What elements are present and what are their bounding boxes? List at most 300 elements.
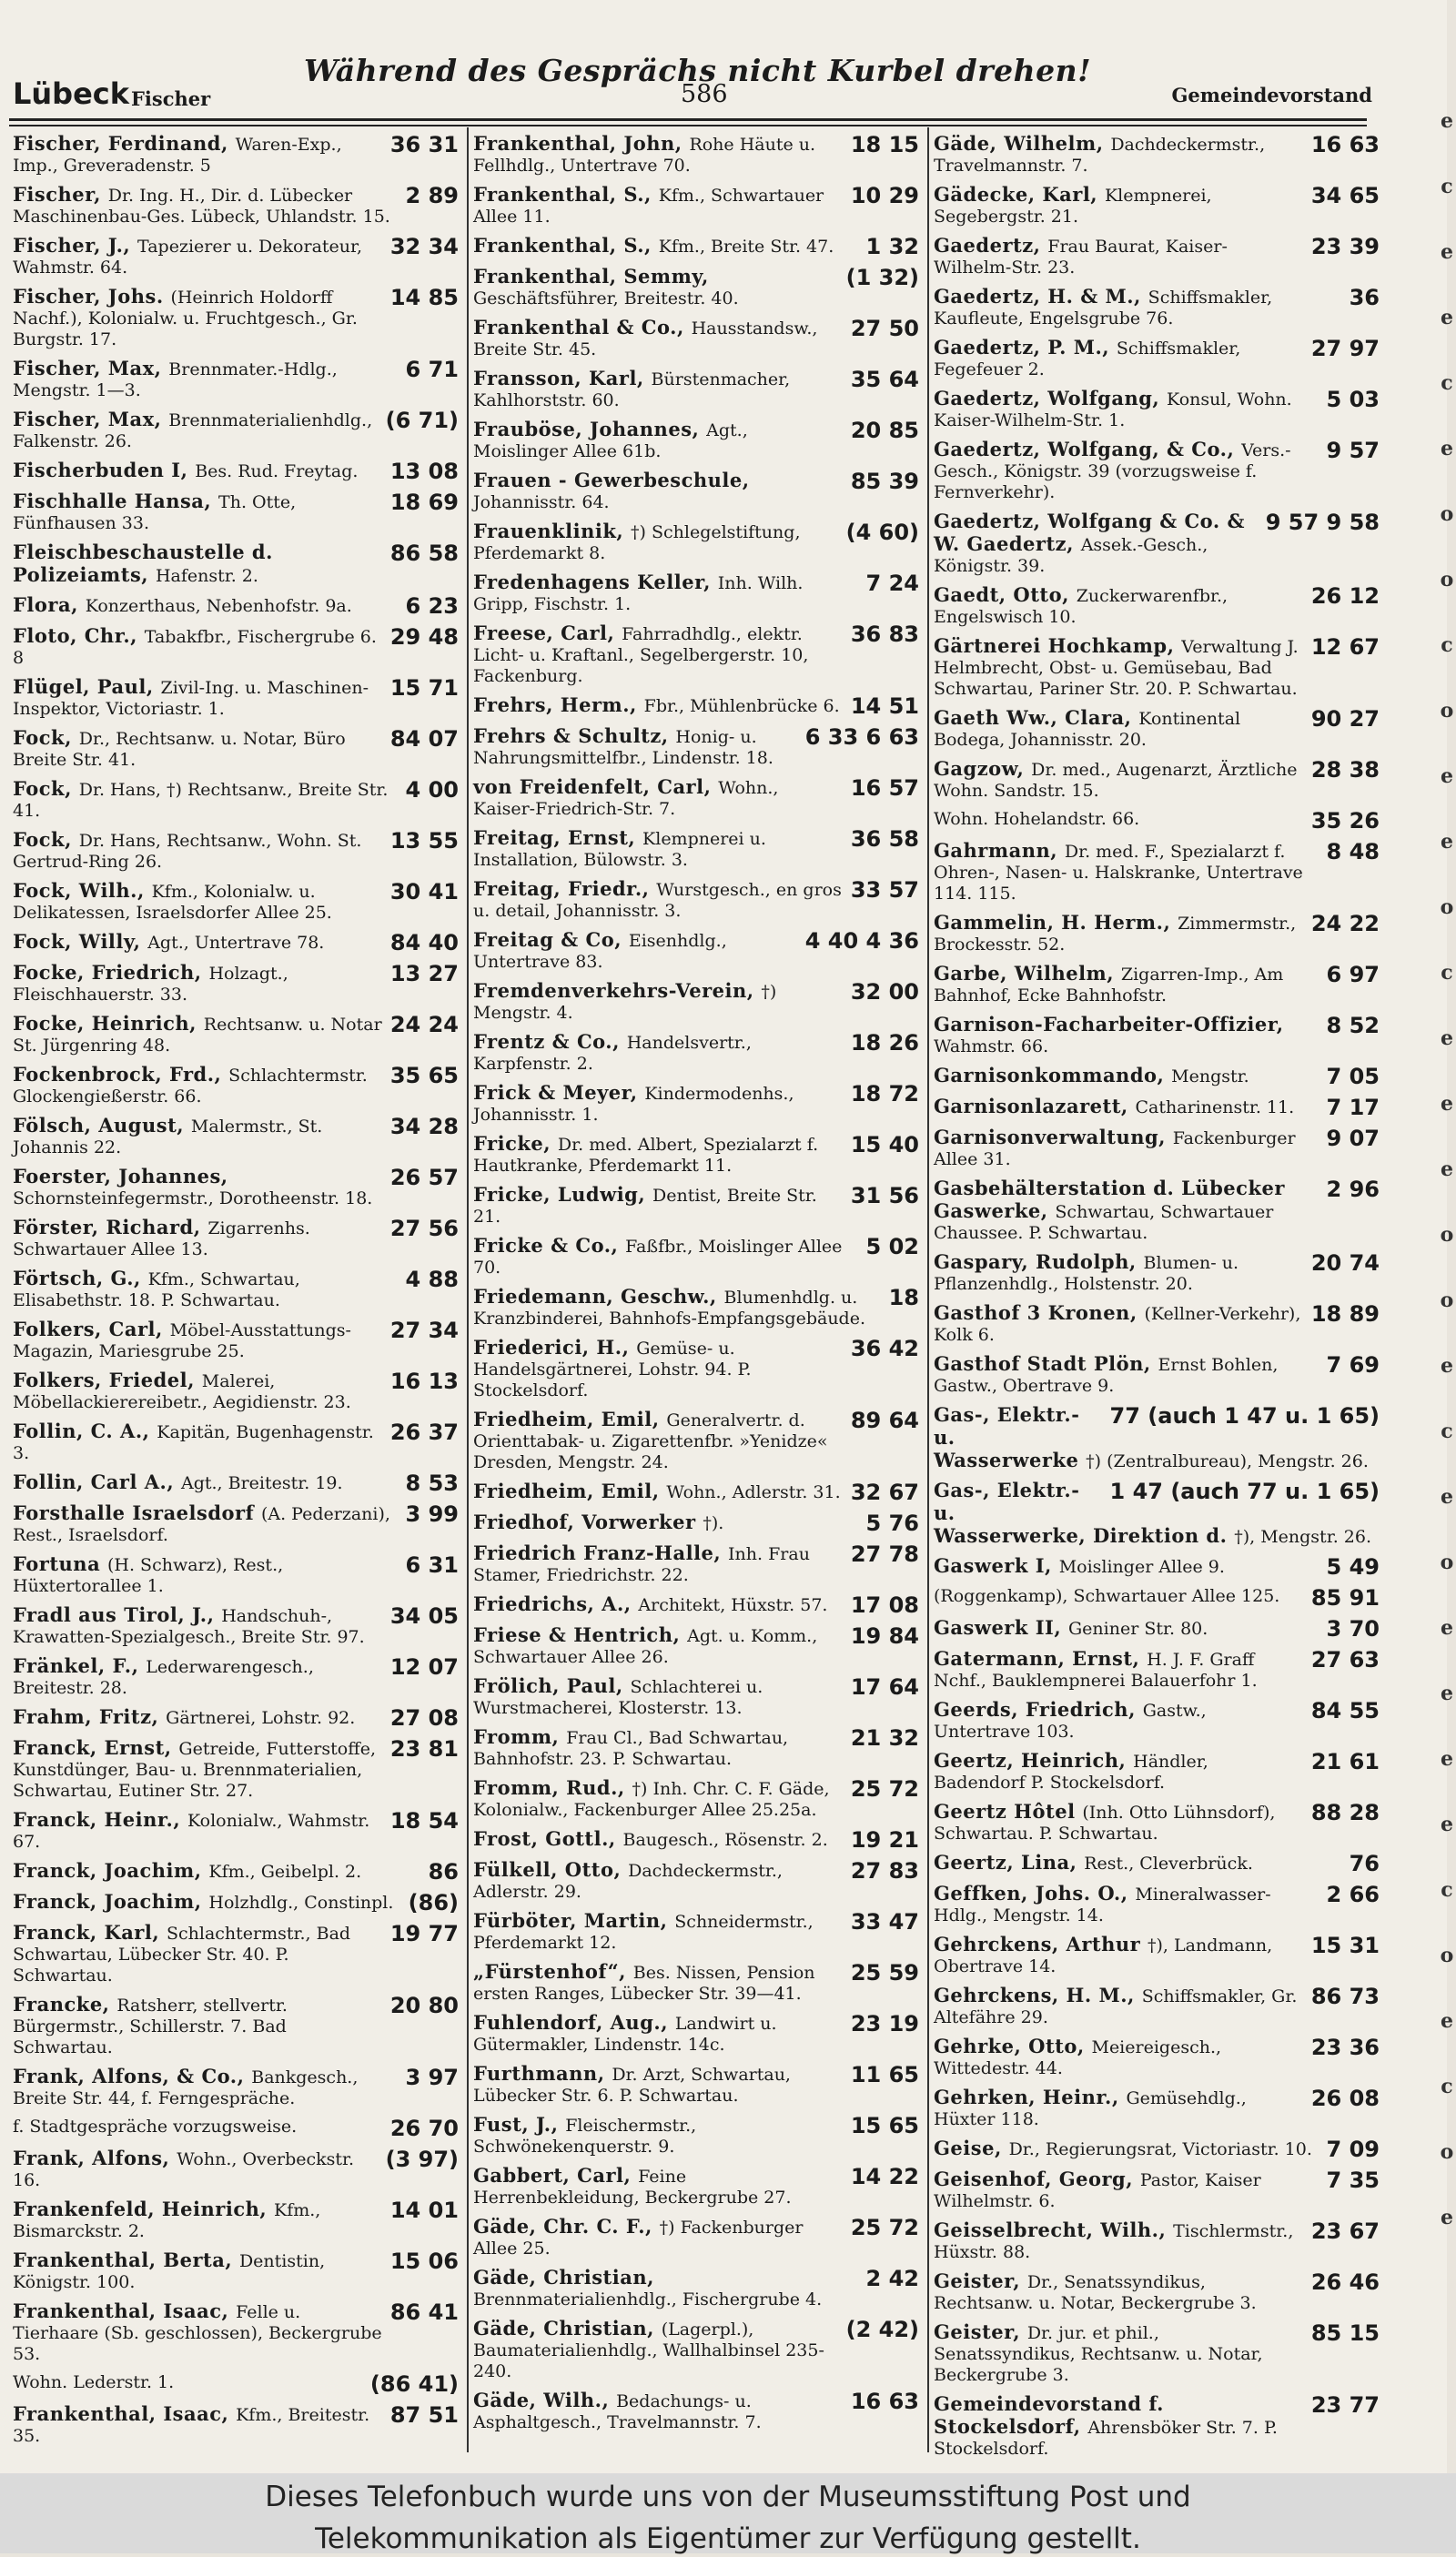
entry-name: Friedhof, Vorwerker <box>473 1511 703 1533</box>
entry-details: Brennmater.-Hdlg., Mengstr. 1—3. <box>13 359 338 400</box>
phone-number: 15 40 <box>850 1132 919 1157</box>
phone-number: 8 52 <box>1326 1013 1380 1038</box>
directory-entry <box>13 1553 459 1597</box>
directory-entry <box>473 1593 919 1617</box>
entry-details: Dachdeckermstr., Travelmannstr. 7. <box>934 135 1266 176</box>
phone-number: 15 31 <box>1310 1933 1380 1958</box>
entry-name: Gaedertz, Wolfgang, & Co., <box>934 438 1242 460</box>
directory-entry <box>934 1177 1380 1244</box>
entry-name: Förster, Richard, <box>13 1216 208 1238</box>
phone-number: 86 <box>428 1859 459 1885</box>
phone-number: 4 00 <box>405 777 459 803</box>
entry-details: Wohn., Adlerstr. 31. <box>666 1482 841 1502</box>
entry-name: Fränkel, F., <box>13 1654 147 1677</box>
directory-entry <box>473 1511 919 1535</box>
phone-number: 35 26 <box>1310 808 1380 834</box>
directory-entry <box>934 2087 1380 2130</box>
directory-entry <box>934 1699 1380 1743</box>
entry-details: Kontinental Bodega, Johannisstr. 20. <box>934 709 1241 750</box>
entry-name: Frankenthal, S., <box>473 234 659 257</box>
entry-name: Geise, <box>934 2137 1009 2159</box>
phone-number: 23 39 <box>1310 234 1380 259</box>
entry-details: Gärtnerei, Lohstr. 92. <box>166 1708 356 1728</box>
edge-glyph: o <box>1440 1551 1454 1574</box>
entry-details: Honig- u. Nahrungsmittelfbr., Lindenstr. 18. <box>473 727 774 768</box>
entry-name: Fricke & Co., <box>473 1234 626 1257</box>
entry-name: Frehrs & Schultz, <box>473 724 676 747</box>
phone-number: 23 36 <box>1310 2035 1380 2060</box>
entry-details: Wohn., Overbeckstr. 16. <box>13 2149 355 2190</box>
directory-entry <box>13 1268 459 1311</box>
edge-glyph: e <box>1441 1616 1453 1640</box>
entry-details: Fahrradhdlg., elektr. Licht- u. Kraftanl., Segelbergerstr. 10, Fackenburg. <box>473 624 809 686</box>
entry-details: Schiffsmakler, Kaufleute, Engelsgrube 76. <box>934 288 1273 328</box>
entry-name: Friedheim, Emil, <box>473 1480 667 1502</box>
edge-glyph: e <box>1441 1747 1453 1771</box>
directory-entry <box>934 1065 1380 1088</box>
directory-entry <box>934 1480 1380 1548</box>
entry-details: Brennmaterialienhdlg., Fischergrube 4. <box>473 2289 823 2309</box>
directory-entry <box>934 1852 1380 1875</box>
phone-number: 85 39 <box>850 469 919 494</box>
phone-number: 24 24 <box>389 1012 459 1037</box>
phone-number: (86 41) <box>369 2371 459 2397</box>
entry-name: Frankenthal, John, <box>473 132 690 155</box>
phone-number: (2 42) <box>845 2317 919 2342</box>
phone-number: 20 85 <box>850 418 919 443</box>
directory-entry <box>13 1655 459 1699</box>
phone-number: 88 28 <box>1310 1800 1380 1825</box>
phone-number: 16 63 <box>1310 132 1380 157</box>
phone-number: 86 58 <box>389 541 459 566</box>
directory-entry <box>934 707 1380 751</box>
entry-details: Holzhdlg., Constinpl. <box>208 1893 394 1913</box>
directory-entry <box>13 1064 459 1107</box>
directory-entry <box>934 1934 1380 1977</box>
entry-name: Gäde, Christian, <box>473 2266 654 2289</box>
entry-name: Gaedertz, H. & M., <box>934 285 1148 308</box>
entry-name: Fock, <box>13 828 79 851</box>
entry-details: Dachdeckermstr., Adlerstr. 29. <box>473 1861 783 1902</box>
directory-entry <box>13 2249 459 2293</box>
phone-number: 27 08 <box>389 1705 459 1731</box>
page-number: 586 <box>681 80 728 108</box>
entry-name: Fricke, <box>473 1132 558 1155</box>
entry-name: Gaeth Ww., Clara, <box>934 706 1139 729</box>
directory-entry <box>13 1471 459 1495</box>
entry-name: Frentz & Co., <box>473 1030 627 1053</box>
phone-number: 85 15 <box>1310 2320 1380 2346</box>
directory-entry <box>13 594 459 618</box>
phone-number: 29 48 <box>389 624 459 650</box>
directory-entry <box>934 337 1380 380</box>
phone-number: (6 71) <box>385 408 459 433</box>
directory-entry <box>473 1961 919 2005</box>
directory-entry <box>934 1404 1380 1472</box>
phone-number: 4 88 <box>405 1267 459 1292</box>
entry-name: Franck, Ernst, <box>13 1736 179 1759</box>
entry-name: Gäde, Wilhelm, <box>934 132 1111 155</box>
entry-name: Franck, Heinr., <box>13 1808 187 1831</box>
directory-entry <box>934 809 1380 833</box>
directory-entry <box>934 2168 1380 2212</box>
directory-entry <box>473 235 919 258</box>
entry-details: (Inh. Otto Lühnsdorf), Schwartau. P. Schwartau. <box>934 1803 1276 1844</box>
phone-number: (86) <box>408 1890 459 1915</box>
directory-entry <box>473 1133 919 1177</box>
entry-details: Kfm., Bismarckstr. 2. <box>13 2200 321 2241</box>
phone-number: 7 69 <box>1326 1352 1380 1378</box>
entry-details: Wurstgesch., en gros u. detail, Johannisstr. 3. <box>473 880 842 921</box>
entry-name: Focke, Friedrich, <box>13 961 209 984</box>
phone-number: 18 69 <box>389 490 459 515</box>
entry-details: †) Fackenburger Allee 25. <box>473 2218 804 2259</box>
header-rule-thin <box>9 125 1367 126</box>
entry-details: Inh. Wilh. Gripp, Fischstr. 1. <box>473 573 804 614</box>
entry-name: Geister, <box>934 2320 1027 2343</box>
edge-glyph: c <box>1441 175 1453 198</box>
directory-entry <box>13 541 459 587</box>
directory-entry <box>13 133 459 177</box>
entry-name: Garbe, Wilhelm, <box>934 962 1121 985</box>
edge-glyph: o <box>1440 1223 1454 1247</box>
phone-number: 2 66 <box>1326 1882 1380 1907</box>
entry-details: Bankgesch., Breite Str. 44, f. Ferngespräche. <box>13 2067 359 2108</box>
entry-details: Fbr., Mühlenbrücke 6. <box>643 696 840 716</box>
entry-name: Gäde, Wilh., <box>473 2389 617 2411</box>
entry-details: Kfm., Schwartau, Elisabethstr. 18. P. Schwartau. <box>13 1269 300 1310</box>
entry-details: (Heinrich Holdorff Nachf.), Kolonialw. u. Fruchtgesch., Gr. Burgstr. 17. <box>13 288 358 349</box>
phone-number: 84 07 <box>389 726 459 752</box>
phone-number: 1 47 (auch 77 u. 1 65) <box>1109 1479 1380 1504</box>
entry-details: Schlachtermstr. Glockengießerstr. 66. <box>13 1066 368 1107</box>
entry-name: Fust, J., <box>473 2113 566 2136</box>
entry-name: Frankenthal, Isaac, <box>13 2402 237 2425</box>
edge-glyph: e <box>1441 1682 1453 1705</box>
entry-details: Kfm., Schwartauer Allee 11. <box>473 186 824 227</box>
edge-glyph: o <box>1440 568 1454 591</box>
directory-entry <box>934 2393 1380 2460</box>
entry-details: Handschuh-, Krawatten-Spezialgesch., Breite Str. 97. <box>13 1606 365 1647</box>
entry-name: Frankenthal & Co., <box>473 316 692 339</box>
entry-name: Frank, Alfons, <box>13 2147 177 2169</box>
entry-details: Agt. u. Komm., Schwartauer Allee 26. <box>473 1626 818 1667</box>
directory-entry <box>13 1369 459 1413</box>
phone-number: (1 32) <box>845 265 919 290</box>
edge-glyph: o <box>1440 1944 1454 1967</box>
entry-name: Fischer, Johs. <box>13 285 171 308</box>
entry-name: Fock, <box>13 726 79 749</box>
phone-number: 23 81 <box>389 1736 459 1762</box>
entry-details: (A. Pederzani), Rest., Israelsdorf. <box>13 1504 390 1545</box>
directory-entry <box>473 1184 919 1228</box>
entry-name: Fremdenverkehrs-Verein, <box>473 979 762 1002</box>
entry-name: Follin, C. A., <box>13 1420 157 1442</box>
phone-number: 28 38 <box>1310 757 1380 783</box>
directory-entry <box>934 584 1380 628</box>
entry-name: Frankenthal, Isaac, <box>13 2299 237 2322</box>
directory-entry <box>934 1251 1380 1295</box>
entry-details: Kfm., Geibelpl. 2. <box>208 1862 362 1882</box>
phone-number: 3 99 <box>405 1501 459 1527</box>
directory-entry <box>13 1420 459 1464</box>
entry-name: Forsthalle Israelsdorf <box>13 1501 261 1524</box>
directory-entry <box>13 1860 459 1884</box>
directory-entry <box>473 1828 919 1852</box>
entry-name: Gädecke, Karl, <box>934 183 1105 206</box>
edge-glyph: e <box>1441 764 1453 788</box>
phone-number: 18 <box>888 1285 919 1310</box>
entry-name: Förtsch, G., <box>13 1267 148 1289</box>
phone-number: 7 24 <box>865 571 919 596</box>
entry-name: Gaswerk I, <box>934 1554 1059 1577</box>
directory-entry <box>13 490 459 534</box>
entry-details: Dr. Hans, †) Rechtsanw., Breite Str. 41. <box>13 780 389 821</box>
entry-details: Faßfbr., Moislinger Allee 70. <box>473 1237 843 1278</box>
entry-name: Fischer, Ferdinand, <box>13 132 236 155</box>
entry-name: Fleischbeschaustelle d. Polizeiamts, <box>13 541 273 586</box>
phone-number: 14 22 <box>850 2164 919 2189</box>
entry-details: †) Mengstr. 4. <box>473 982 777 1023</box>
directory-entry <box>473 2267 919 2310</box>
edge-glyph: e <box>1441 2206 1453 2229</box>
phone-number: 26 12 <box>1310 583 1380 609</box>
phone-number: 11 65 <box>850 2062 919 2087</box>
entry-name: Fock, Willy, <box>13 930 148 953</box>
to-name: Gemeindevorstand <box>1171 84 1372 106</box>
directory-entry <box>934 1353 1380 1397</box>
entry-name: Fölsch, August, <box>13 1114 191 1137</box>
phone-number: 36 <box>1349 285 1380 310</box>
column-right <box>932 132 1383 2459</box>
entry-details: Möbel-Ausstattungs-Magazin, Mariesgrube 25. <box>13 1320 351 1361</box>
entry-details: Tapezierer u. Dekorateur, Wahmstr. 64. <box>13 237 363 278</box>
directory-entry <box>934 758 1380 802</box>
phone-number: 32 34 <box>389 234 459 259</box>
directory-entry <box>934 1302 1380 1346</box>
entry-details: Getreide, Futterstoffe, Kunstdünger, Bau- u. Brennmaterialien, Schwartau, Eutiner Str. 27. <box>13 1739 376 1801</box>
entry-details: Dr., Senatssyndikus, Rechtsanw. u. Notar, Beckergrube 3. <box>934 2272 1257 2313</box>
entry-details: Vers.-Gesch., Königstr. 39 (vorzugsweise f. Fernverkehr). <box>934 440 1291 502</box>
directory-entry <box>934 388 1380 431</box>
directory-entry <box>13 460 459 483</box>
directory-entry <box>473 1082 919 1126</box>
entry-name: Garnisonlazarett, <box>934 1095 1136 1117</box>
directory-entry <box>473 980 919 1024</box>
phone-number: 5 02 <box>865 1234 919 1259</box>
entry-details: Rest., Cleverbrück. <box>1084 1854 1253 1874</box>
entry-details: Schornsteinfegermstr., Dorotheenstr. 18. <box>13 1188 373 1208</box>
phone-number: 6 31 <box>405 1552 459 1578</box>
entry-details: Pastor, Kaiser Wilhelmstr. 6. <box>934 2170 1261 2211</box>
entry-name: Focke, Heinrich, <box>13 1012 204 1035</box>
entry-details: (Lagerpl.), Baumaterialienhdlg., Wallhalbinsel 235-240. <box>473 2319 824 2381</box>
phone-number: 4 40 4 36 <box>804 928 919 954</box>
phone-number: 12 07 <box>389 1654 459 1680</box>
entry-name: Geisselbrecht, Wilh., <box>934 2218 1174 2241</box>
directory-entry <box>473 1481 919 1504</box>
phone-number: 19 21 <box>850 1827 919 1853</box>
phone-number: 26 46 <box>1310 2269 1380 2295</box>
entry-details: Brennmaterialienhdlg., Falkenstr. 26. <box>13 410 373 451</box>
entry-details: Bürstenmacher, Kahlhorststr. 60. <box>473 369 791 410</box>
edge-glyph: e <box>1441 1092 1453 1116</box>
phone-number: 3 70 <box>1326 1616 1380 1642</box>
directory-entry <box>473 776 919 820</box>
edge-glyph: o <box>1440 2140 1454 2164</box>
directory-entry <box>473 1910 919 1954</box>
entry-name: Fischer, <box>13 183 108 206</box>
phone-number: 2 96 <box>1326 1177 1380 1202</box>
entry-details: Schlachtermstr., Bad Schwartau, Lübecker Str. 40. P. Schwartau. <box>13 1924 351 1986</box>
entry-details: Bes. Nissen, Pension ersten Ranges, Lübecker Str. 39—41. <box>473 1963 815 2004</box>
entry-name: Garnisonkommando, <box>934 1064 1172 1086</box>
phone-number: 31 56 <box>850 1183 919 1208</box>
entry-name: Furthmann, <box>473 2062 612 2085</box>
entry-name: Frauen - Gewerbeschule, <box>473 469 750 491</box>
phone-number: 25 59 <box>850 1960 919 1986</box>
entry-details: Konzerthaus, Nebenhofstr. 9a. <box>85 596 352 616</box>
phone-number: 8 53 <box>405 1471 459 1496</box>
directory-entry <box>13 778 459 822</box>
phone-number: 18 89 <box>1310 1301 1380 1327</box>
phone-number: 16 63 <box>850 2389 919 2414</box>
directory-entry <box>934 1096 1380 1119</box>
entry-details: Handelsvertr., Karpfenstr. 2. <box>473 1033 752 1074</box>
edge-glyph: o <box>1440 895 1454 919</box>
entry-name: Geister, <box>934 2269 1027 2292</box>
entry-details: Catharinenstr. 11. <box>1135 1097 1295 1117</box>
directory-entry <box>13 1115 459 1158</box>
entry-name: Gabbert, Carl, <box>473 2164 639 2187</box>
phone-number: 36 83 <box>850 622 919 647</box>
entry-name: Frehrs, Herm., <box>473 693 644 716</box>
entry-name: Frauböse, Johannes, <box>473 418 707 440</box>
phone-number: 27 63 <box>1310 1647 1380 1673</box>
directory-entry <box>13 1737 459 1802</box>
column-divider <box>927 127 929 2452</box>
directory-entry <box>473 1726 919 1770</box>
entry-details: Dentist, Breite Str. 21. <box>473 1186 817 1227</box>
directory-entry <box>473 1624 919 1668</box>
directory-entry <box>13 880 459 924</box>
edge-glyph: e <box>1441 830 1453 854</box>
directory-entry <box>473 1031 919 1075</box>
directory-entry <box>13 1891 459 1915</box>
phone-number: 36 42 <box>850 1336 919 1361</box>
phone-number: 77 (auch 1 47 u. 1 65) <box>1109 1403 1380 1429</box>
phone-number: 6 23 <box>405 593 459 619</box>
entry-name: Fock, Wilh., <box>13 879 152 902</box>
edge-glyph: e <box>1441 1026 1453 1050</box>
directory-entry <box>473 571 919 615</box>
phone-number: 26 08 <box>1310 2086 1380 2111</box>
phone-number: 15 65 <box>850 2113 919 2138</box>
directory-entry <box>473 2063 919 2107</box>
footer-line-1: Dieses Telefonbuch wurde uns von der Museumsstiftung Post und <box>265 2481 1191 2513</box>
column-left <box>11 133 462 2453</box>
entry-name: Garnison-Facharbeiter-Offizier, <box>934 1013 1284 1036</box>
directory-entry <box>473 1286 919 1329</box>
directory-entry <box>13 1994 459 2058</box>
edge-glyph: o <box>1440 1289 1454 1312</box>
edge-glyph: c <box>1441 633 1453 657</box>
directory-entry <box>473 184 919 227</box>
edge-glyph: e <box>1441 240 1453 264</box>
phone-number: 19 84 <box>850 1623 919 1649</box>
entry-details: Geschäftsführer, Breitestr. 40. <box>473 288 739 308</box>
entry-details: Dr. Arzt, Schwartau, Lübecker Str. 6. P. Schwartau. <box>473 2065 791 2106</box>
entry-name: Fülkell, Otto, <box>473 1858 629 1881</box>
directory-entry <box>934 2270 1380 2314</box>
entry-name: Frankenthal, Semmy, <box>473 265 709 288</box>
entry-details: Blumen- u. Pflanzenhdlg., Holstenstr. 20. <box>934 1253 1239 1294</box>
directory-entry <box>13 829 459 873</box>
entry-details: Dr., Regierungsrat, Victoriastr. 10. <box>1008 2139 1312 2159</box>
entry-details: Architekt, Hüxstr. 57. <box>638 1595 828 1615</box>
entry-name: Gas-, Elektr.- u. Wasserwerke <box>934 1403 1087 1471</box>
entry-name: Fischhalle Hansa, <box>13 490 219 512</box>
phone-number: 35 65 <box>389 1063 459 1088</box>
entry-name: Gas-, Elektr.- u. Wasserwerke, Direktion d. <box>934 1479 1235 1547</box>
entry-name: Gaswerk II, <box>934 1616 1068 1639</box>
entry-details: †) Schlegelstiftung, Pferdemarkt 8. <box>473 522 801 563</box>
entry-details: Malermstr., St. Johannis 22. <box>13 1117 323 1157</box>
directory-entry <box>473 520 919 564</box>
phone-number: 27 50 <box>850 316 919 341</box>
entry-details: Landwirt u. Gütermakler, Lindenstr. 14c. <box>473 2014 777 2055</box>
entry-name: Friedrich Franz-Halle, <box>473 1541 729 1564</box>
phone-number: 7 35 <box>1326 2168 1380 2193</box>
directory-entry <box>13 2198 459 2242</box>
entry-name: Flügel, Paul, <box>13 675 161 698</box>
entry-name: Gärtnerei Hochkamp, <box>934 634 1182 657</box>
edge-glyph: e <box>1441 306 1453 329</box>
entry-details: Tabakfbr., Fischergrube 6. 8 <box>13 627 377 668</box>
entry-name: Gaedertz, P. M., <box>934 336 1117 359</box>
entry-name: Geertz, Lina, <box>934 1851 1085 1874</box>
entry-details: Ratsherr, stellvertr. Bürgermstr., Schillerstr. 7. Bad Schwartau. <box>13 1996 288 2057</box>
entry-name: Folkers, Friedel, <box>13 1369 202 1391</box>
entry-details: Generalvertr. d. Orienttabak- u. Zigarettenfbr. »Yenidze« Dresden, Mengstr. 24. <box>473 1410 828 1472</box>
phone-number: (3 97) <box>385 2147 459 2172</box>
phone-number: 7 05 <box>1326 1064 1380 1089</box>
directory-entry <box>13 1604 459 1648</box>
phone-number: 18 26 <box>850 1030 919 1056</box>
entry-details: †) (Zentralbureau), Mengstr. 26. <box>1086 1451 1369 1471</box>
entry-name: Gäde, Christian, <box>473 2317 662 2340</box>
entry-details: Schiffsmakler, Gr. Altefähre 29. <box>934 1986 1298 2027</box>
entry-name: Geertz, Heinrich, <box>934 1749 1134 1772</box>
phone-number: 7 09 <box>1326 2137 1380 2162</box>
phone-number: 86 41 <box>389 2299 459 2325</box>
entry-details: Th. Otte, Fünfhausen 33. <box>13 492 297 533</box>
phone-number: 26 57 <box>389 1165 459 1190</box>
directory-entry <box>473 2165 919 2208</box>
phone-number: 21 32 <box>850 1725 919 1751</box>
directory-entry <box>473 1235 919 1278</box>
directory-entry <box>13 2117 459 2140</box>
entry-details: Kfm., Breite Str. 47. <box>658 237 834 257</box>
phone-number: 2 42 <box>865 2266 919 2291</box>
directory-entry <box>473 1337 919 1401</box>
directory-entry <box>13 1013 459 1056</box>
entry-name: Garnisonverwaltung, <box>934 1126 1173 1148</box>
entry-details: Zuckerwarenfbr., Engelswisch 10. <box>934 586 1228 627</box>
entry-details: Rechtsanw. u. Notar St. Jürgenring 48. <box>13 1015 382 1056</box>
directory-entry <box>934 1555 1380 1579</box>
entry-name: Fürböter, Martin, <box>473 1909 675 1932</box>
